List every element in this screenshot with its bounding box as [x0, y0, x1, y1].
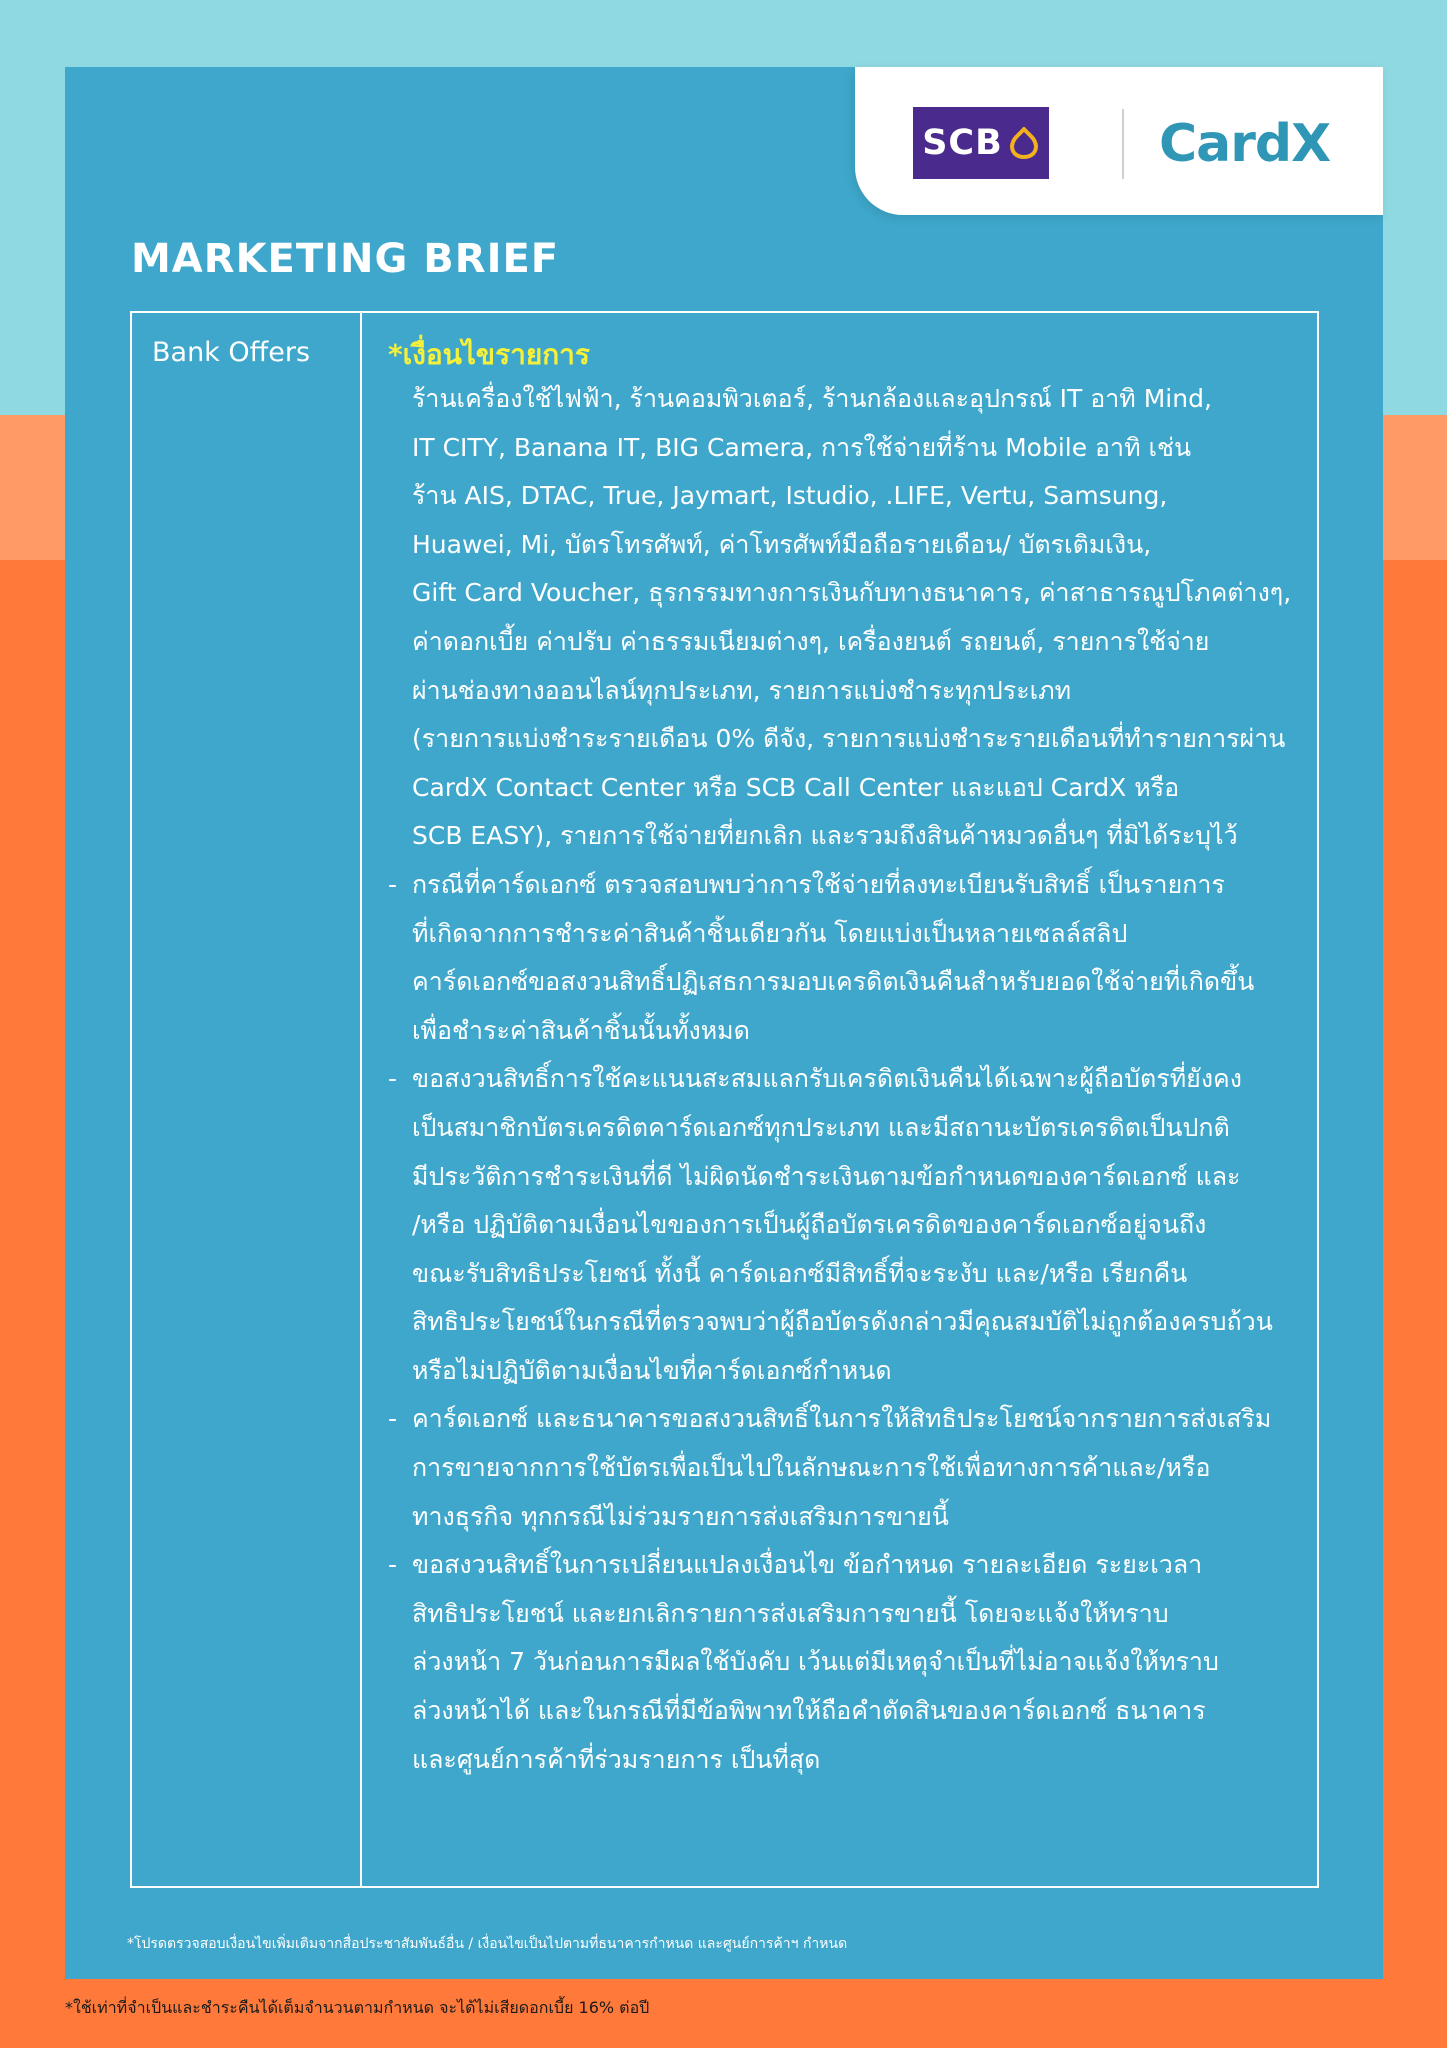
- bullet-text: ขอสงวนสิทธิ์การใช้คะแนนสะสมแลกรับเครดิตเงินคืนได้เฉพาะผู้ถือบัตรที่ยังคง เป็นสมาชิกบัตรเครดิตคาร์ดเอกซ์ทุกประเภท และมีสถานะบัตรเครดิตเป็นปกติ มีประวัติการชำระเงินที่ดี ไม่ผิดนัดชำระเงินตามข้อกำหนดของคาร์ดเอกซ์ และ /หรือ ปฏิบัติตามเงื่อนไขของการเป็นผู้ถือบัตรเครดิตของคาร์ดเอกซ์อยู่จนถึง ขณะรับสิทธิประโยชน์ ทั้งนี้ คาร์ดเอกซ์มีสิทธิ์ที่จะระงับ และ/หรือ เรียกคืน สิทธิประโยชน์ในกรณีที่ตรวจพบว่าผู้ถือบัตรดังกล่าวมีคุณสมบัติไม่ถูกต้องครบถ้วน หรือไม่ปฏิบัติตามเงื่อนไขที่คาร์ดเอกซ์กำหนด: [412, 1064, 1273, 1385]
- scb-lotus-icon: [1008, 126, 1040, 160]
- bullet-marker: -: [388, 869, 398, 899]
- scb-logo-text: SCB: [922, 123, 1003, 163]
- bullet-marker: -: [388, 1064, 398, 1094]
- condition-bullet: [388, 1395, 1303, 1541]
- brief-table: [130, 311, 1319, 1888]
- conditions-cell: [388, 335, 1303, 1784]
- bullet-marker: -: [388, 1404, 398, 1434]
- condition-bullet: [388, 1055, 1303, 1395]
- row-label: Bank Offers: [152, 337, 311, 368]
- page-title: MARKETING BRIEF: [131, 236, 560, 282]
- logo-card: [855, 67, 1383, 215]
- cardx-logo: CardX: [1159, 114, 1331, 174]
- logo-divider: [1122, 109, 1124, 179]
- condition-bullet: [388, 1541, 1303, 1784]
- scb-logo: [913, 107, 1049, 179]
- bullet-marker: -: [388, 1550, 398, 1580]
- inner-footnote: *โปรดตรวจสอบเงื่อนไขเพิ่มเติมจากสื่อประชาสัมพันธ์อื่น / เงื่อนไขเป็นไปตามที่ธนาคารกำหนด และศูนย์การค้าฯ กำหนด: [127, 1936, 848, 1952]
- interest-warning-footnote: *ใช้เท่าที่จำเป็นและชำระคืนได้เต็มจำนวนตามกำหนด จะได้ไม่เสียดอกเบี้ย 16% ต่อปี: [65, 1998, 650, 2017]
- conditions-heading: *เงื่อนไขรายการ: [388, 338, 590, 371]
- excluded-items-paragraph: ร้านเครื่องใช้ไฟฟ้า, ร้านคอมพิวเตอร์, ร้านกล้องและอุปกรณ์ IT อาทิ Mind, IT CITY, Banana IT, BIG Camera, การใช้จ่ายที่ร้าน Mobile อาทิ เช่น ร้าน AIS, DTAC, True, Jaymart, Istudio, .LIFE, Vertu, Samsung, Huawei, Mi, บัตรโทรศัพท์, ค่าโทรศัพท์มือถือรายเดือน/ บัตรเติมเงิน, Gift Card Voucher, ธุรกรรมทางการเงินกับทางธนาคาร, ค่าสาธารณูปโภคต่างๆ, ค่าดอกเบี้ย ค่าปรับ ค่าธรรมเนียมต่างๆ, เครื่องยนต์ รถยนต์, รายการใช้จ่าย ผ่านช่องทางออนไลน์ทุกประเภท, รายการแบ่งชำระทุกประเภท (รายการแบ่งชำระรายเดือน 0% ดีจัง, รายการแบ่งชำระรายเดือนที่ทำรายการผ่าน CardX Contact Center หรือ SCB Call Center และแอป CardX หรือ SCB EASY), รายการใช้จ่ายที่ยกเลิก และรวมถึงสินค้าหมวดอื่นๆ ที่มิได้ระบุไว้: [412, 384, 1292, 851]
- bullet-text: กรณีที่คาร์ดเอกซ์ ตรวจสอบพบว่าการใช้จ่ายที่ลงทะเบียนรับสิทธิ์ เป็นรายการ ที่เกิดจากการชำระค่าสินค้าชิ้นเดียวกัน โดยแบ่งเป็นหลายเซลล์สลิป คาร์ดเอกซ์ขอสงวนสิทธิ์ปฏิเสธการมอบเครดิตเงินคืนสำหรับยอดใช้จ่ายที่เกิดขึ้น เพื่อชำระค่าสินค้าชิ้นนั้นทั้งหมด: [412, 869, 1255, 1045]
- bullet-text: ขอสงวนสิทธิ์ในการเปลี่ยนแปลงเงื่อนไข ข้อกำหนด รายละเอียด ระยะเวลา สิทธิประโยชน์ และยกเลิกรายการส่งเสริมการขายนี้ โดยจะแจ้งให้ทราบ ล่วงหน้า 7 วันก่อนการมีผลใช้บังคับ เว้นแต่มีเหตุจำเป็นที่ไม่อาจแจ้งให้ทราบ ล่วงหน้าได้ และในกรณีที่มีข้อพิพาทให้ถือคำตัดสินของคาร์ดเอกซ์ ธนาคาร และศูนย์การค้าที่ร่วมรายการ เป็นที่สุด: [412, 1550, 1219, 1774]
- condition-bullet: [388, 861, 1303, 1055]
- column-divider: [360, 313, 362, 1886]
- bullet-text: คาร์ดเอกซ์ และธนาคารขอสงวนสิทธิ์ในการให้สิทธิประโยชน์จากรายการส่งเสริม การขายจากการใช้บัตรเพื่อเป็นไปในลักษณะการใช้เพื่อทางการค้าและ/หรือ ทางธุรกิจ ทุกกรณีไม่ร่วมรายการส่งเสริมการขายนี้: [412, 1404, 1272, 1531]
